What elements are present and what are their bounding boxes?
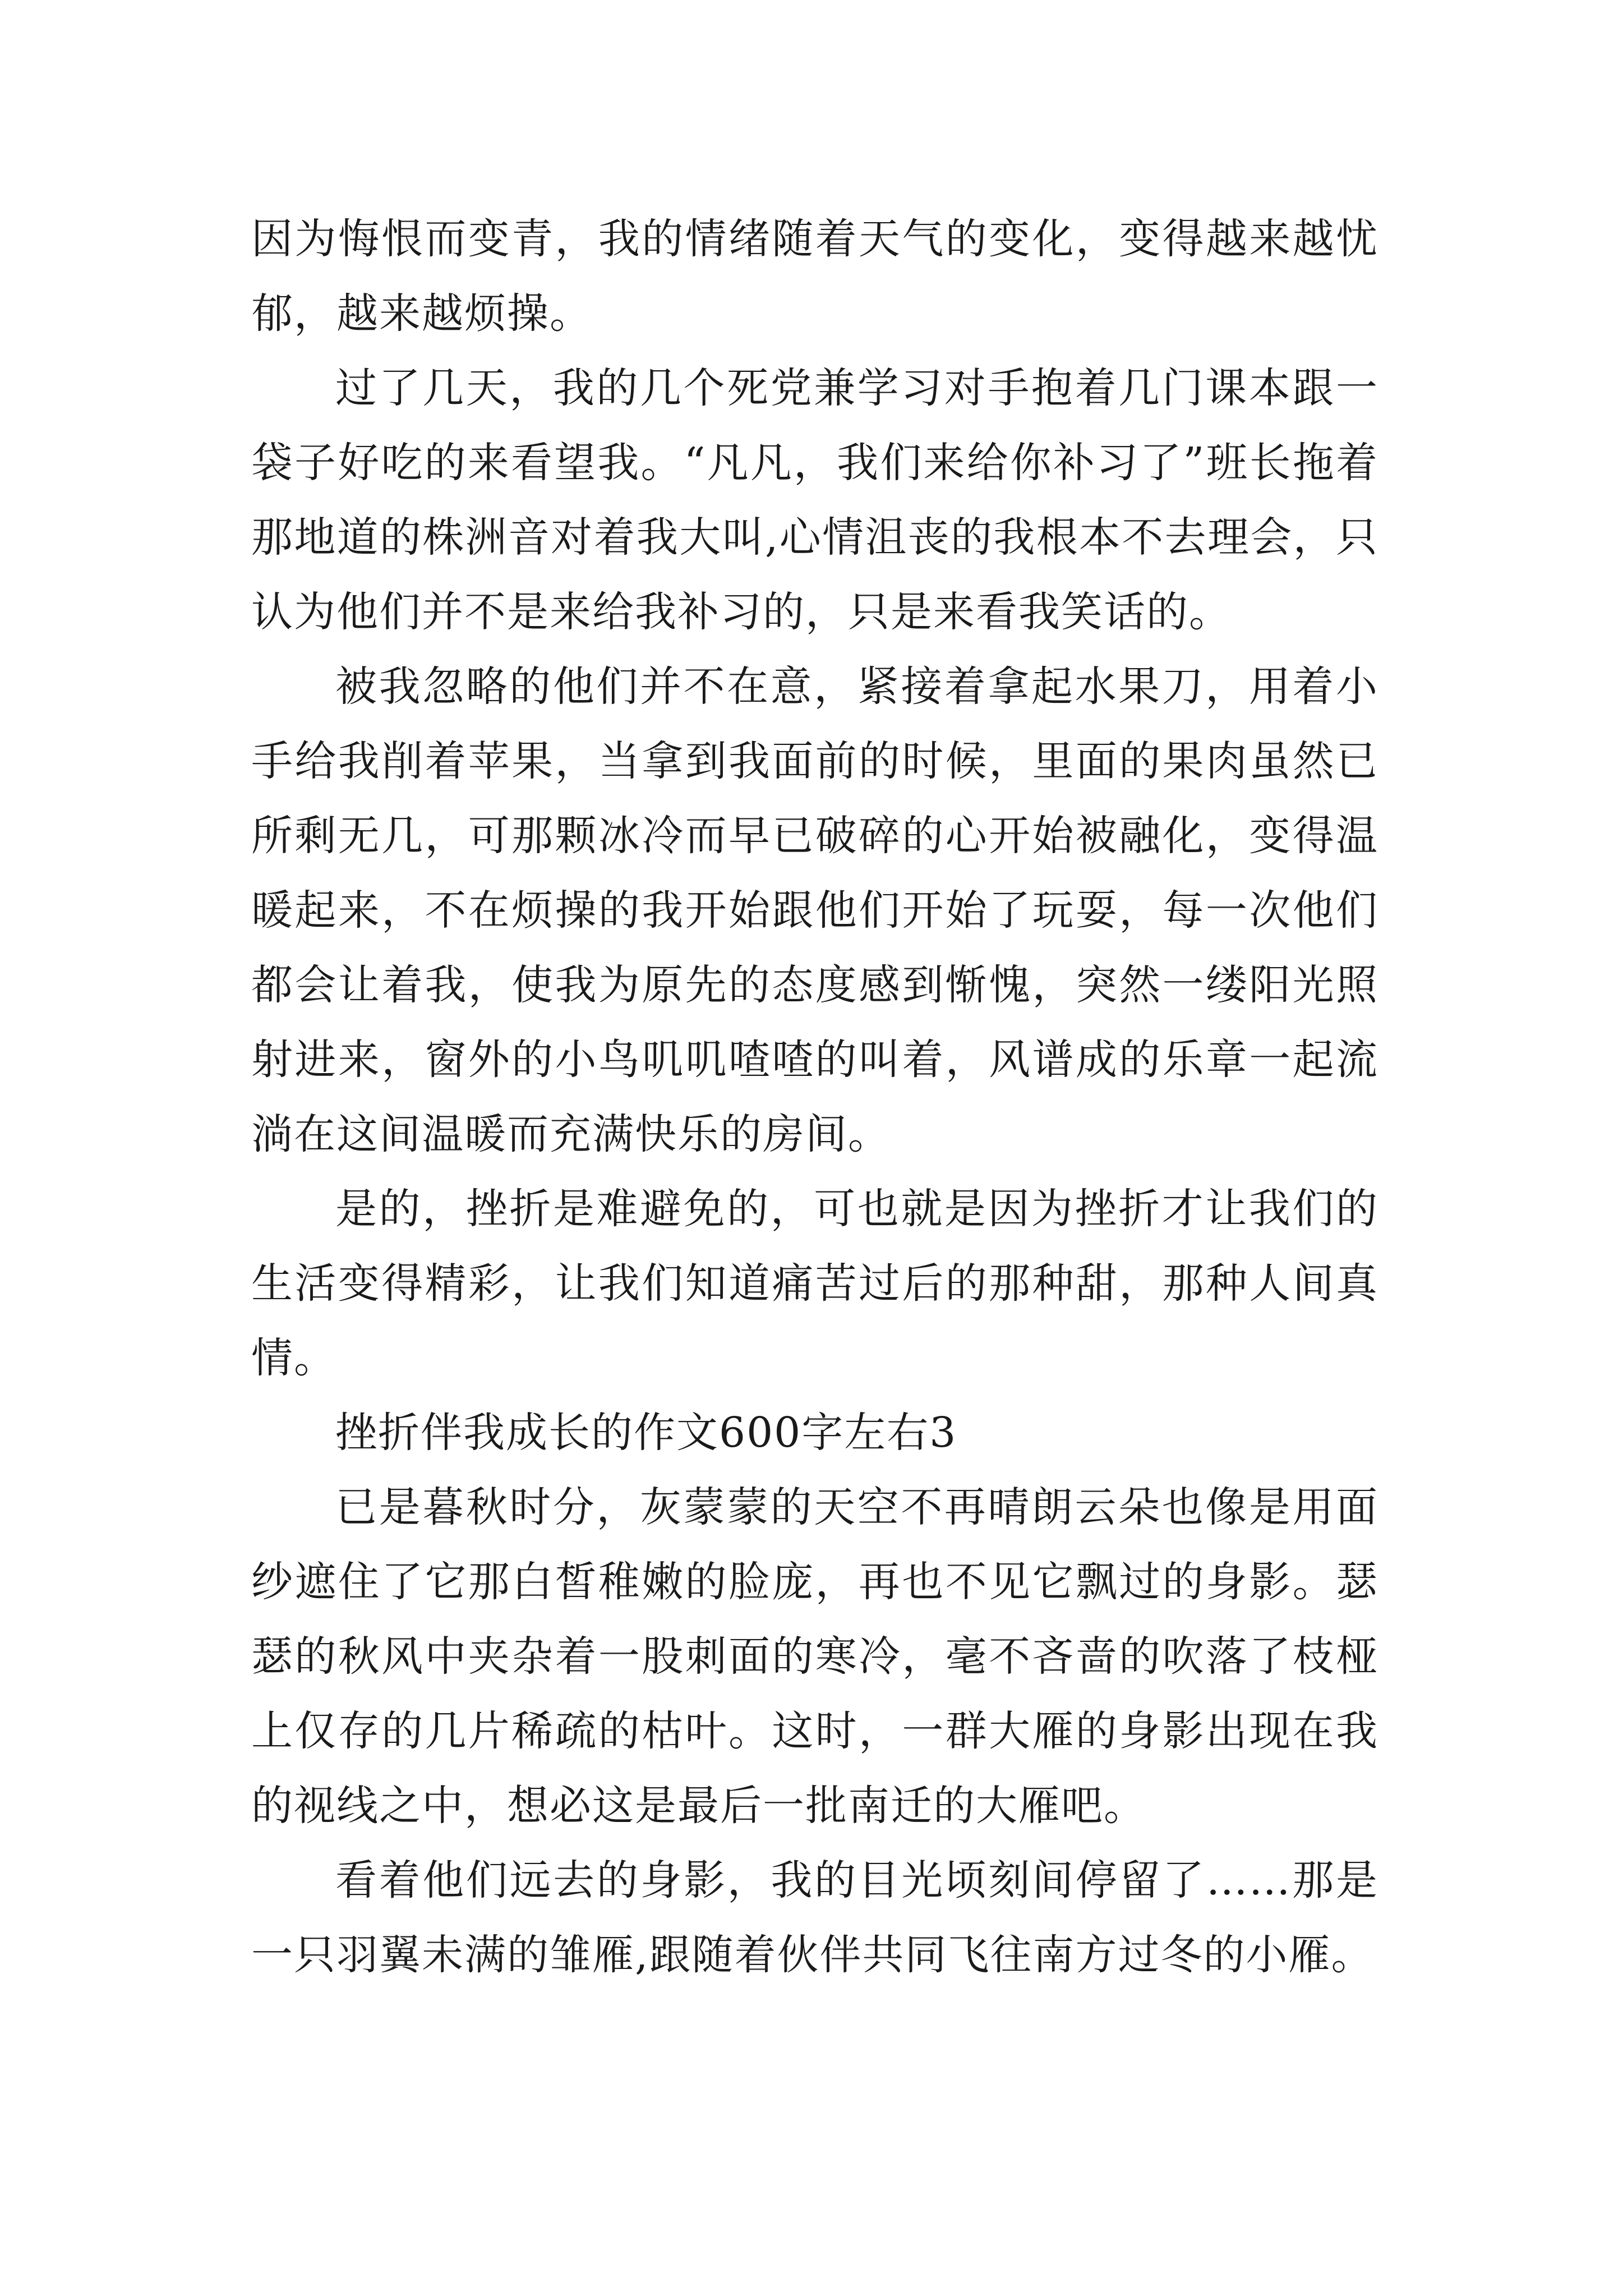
- paragraph: 已是暮秋时分，灰蒙蒙的天空不再晴朗云朵也像是用面纱遮住了它那白皙稚嫩的脸庞，再也不见它飘过的身影。瑟瑟的秋风中夹杂着一股刺面的寒冷，毫不吝啬的吹落了枝桠上仅存的几片稀疏的枯叶。这时，一群大雁的身影出现在我的视线之中，想必这是最后一批南迁的大雁吧。: [251, 1483, 1378, 1830]
- document-body: [251, 202, 1378, 1993]
- paragraph: 因为悔恨而变青，我的情绪随着天气的变化，变得越来越忧郁，越来越烦操。: [251, 215, 1378, 338]
- paragraph: 是的，挫折是难避免的，可也就是因为挫折才让我们的生活变得精彩，让我们知道痛苦过后的那种甜，那种人间真情。: [251, 1185, 1378, 1382]
- paragraph: 看着他们远去的身影，我的目光顷刻间停留了……那是一只羽翼未满的雏雁,跟随着伙伴共同飞往南方过冬的小雁。: [251, 1856, 1378, 1979]
- paragraph: 过了几天，我的几个死党兼学习对手抱着几门课本跟一袋子好吃的来看望我。“凡凡，我们来给你补习了”班长拖着那地道的株洲音对着我大叫,心情沮丧的我根本不去理会，只认为他们并不是来给我补习的，只是来看我笑话的。: [251, 364, 1378, 636]
- section-heading: 挫折伴我成长的作文600字左右3: [335, 1409, 957, 1457]
- paragraph: 被我忽略的他们并不在意，紧接着拿起水果刀，用着小手给我削着苹果，当拿到我面前的时候，里面的果肉虽然已所剩无几，可那颗冰冷而早已破碎的心开始被融化，变得温暖起来，不在烦操的我开始跟他们开始了玩耍，每一次他们都会让着我，使我为原先的态度感到惭愧，突然一缕阳光照射进来，窗外的小鸟叽叽喳喳的叫着，风谱成的乐章一起流淌在这间温暖而充满快乐的房间。: [251, 662, 1378, 1158]
